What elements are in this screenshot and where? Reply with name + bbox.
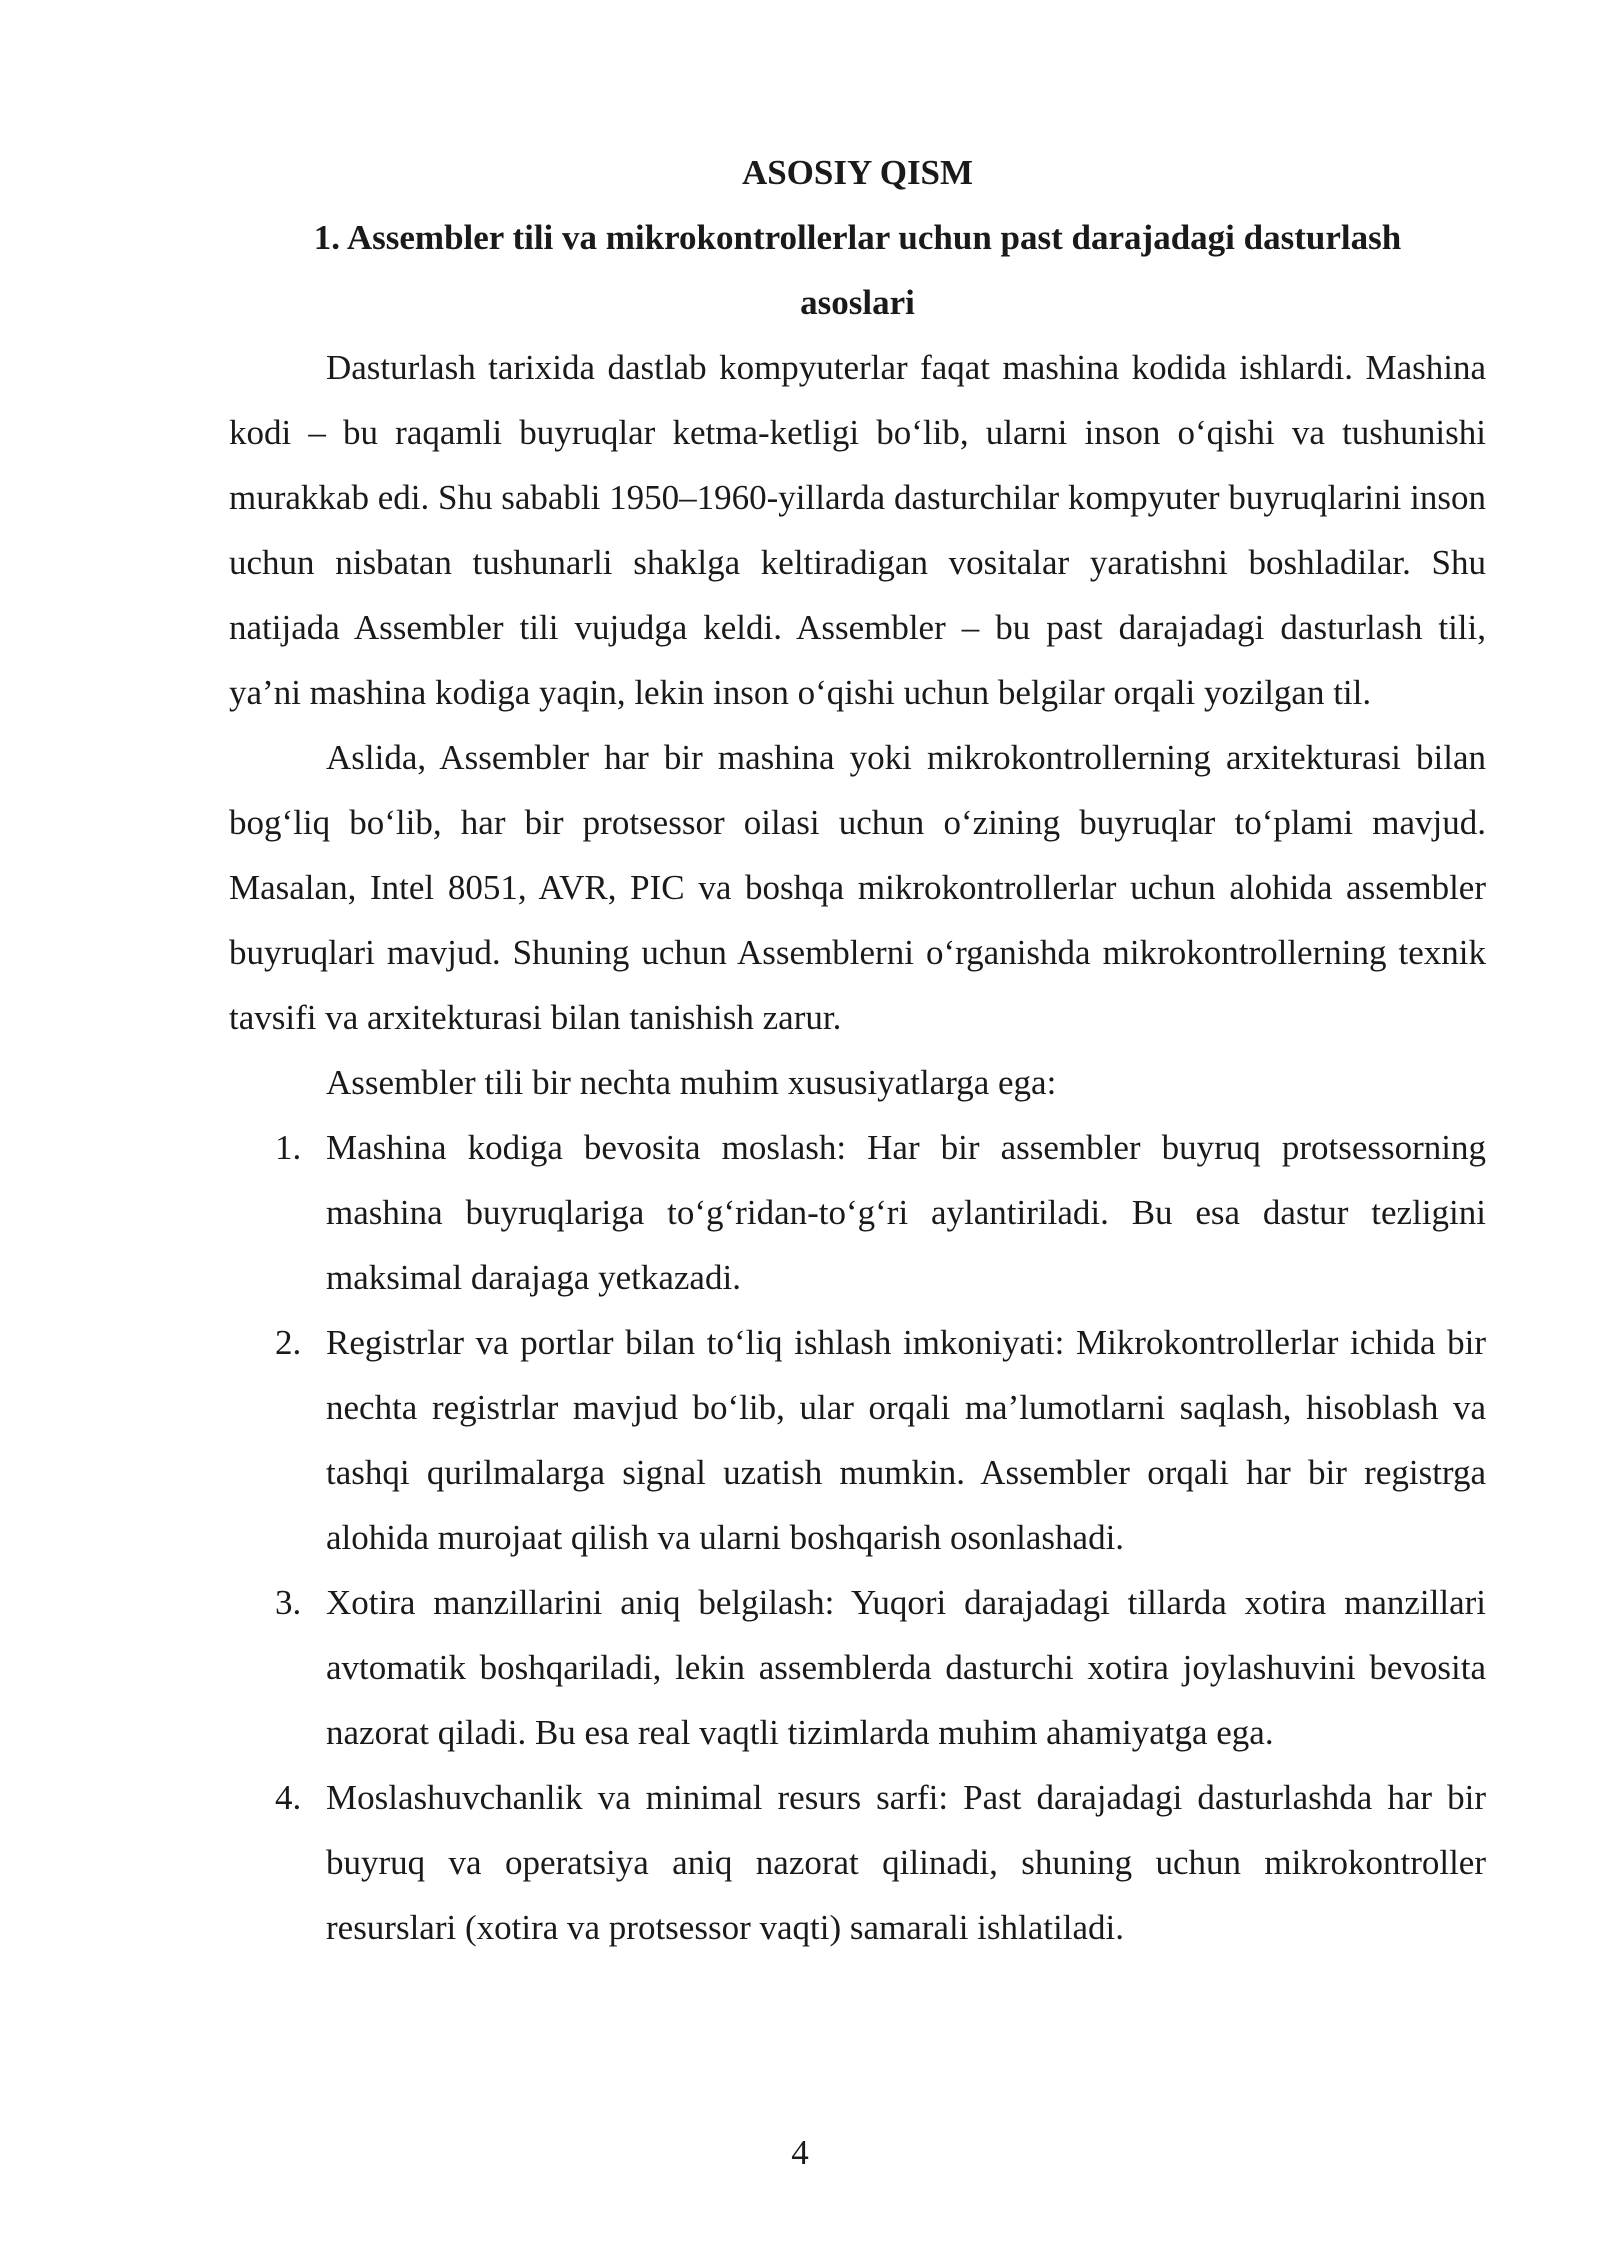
list-item-number: 1. (275, 1128, 302, 1167)
features-list (229, 1115, 1486, 1960)
list-item (229, 1765, 1486, 1960)
list-item-text: Xotira manzillarini aniq belgilash: Yuqori darajadagi tillarda xotira manzillari avtomatik boshqariladi, lekin assemblerda dasturchi xotira joylashuvini bevosita nazorat qiladi. Bu esa real vaqtli tizimlarda muhim ahamiyatga ega. (326, 1583, 1486, 1752)
list-item-number: 4. (275, 1778, 302, 1817)
list-item (229, 1310, 1486, 1570)
paragraph-features-intro: Assembler tili bir nechta muhim xususiyatlarga ega: (326, 1063, 1057, 1102)
list-item-text: Registrlar va portlar bilan to‘liq ishlash imkoniyati: Mikrokontrollerlar ichida bir nechta registrlar mavjud bo‘lib, ular orqali ma’lumotlarni saqlash, hisoblash va tashqi qurilmalarga signal uzatish mumkin. Assembler orqali har bir registrga alohida murojaat qilish va ularni boshqarish osonlashadi. (326, 1323, 1486, 1557)
section-title: ASOSIY QISM (741, 153, 974, 192)
list-item-number: 2. (275, 1323, 302, 1362)
list-item (229, 1115, 1486, 1310)
list-item (229, 1570, 1486, 1765)
page-number: 4 (791, 2133, 809, 2172)
list-item-number: 3. (275, 1583, 302, 1622)
list-item-text: Moslashuvchanlik va minimal resurs sarfi: Past darajadagi dasturlashda har bir buyruq va operatsiya aniq nazorat qilinadi, shuning uchun mikrokontroller resurslari (xotira va protsessor vaqti) samarali ishlatiladi. (326, 1778, 1486, 1947)
list-item-text: Mashina kodiga bevosita moslash: Har bir assembler buyruq protsessorning mashina buyruqlariga to‘g‘ridan-to‘g‘ri aylantiriladi. Bu esa dastur tezligini maksimal darajaga yetkazadi. (326, 1128, 1486, 1297)
chapter-title: 1. Assembler tili va mikrokontrollerlar uchun past darajadagi dasturlash asoslari (313, 218, 1402, 322)
paragraph-architecture: Aslida, Assembler har bir mashina yoki mikrokontrollerning arxitekturasi bilan bog‘liq bo‘lib, har bir protsessor oilasi uchun o‘zining buyruqlar to‘plami mavjud. Masalan, Intel 8051, AVR, PIC va boshqa mikrokontrollerlar uchun alohida assembler buyruqlari mavjud. Shuning uchun Assemblerni o‘rganishda mikrokontrollerning texnik tavsifi va arxitekturasi bilan tanishish zarur. (229, 738, 1486, 1037)
paragraph-history: Dasturlash tarixida dastlab kompyuterlar faqat mashina kodida ishlardi. Mashina kodi – bu raqamli buyruqlar ketma-ketligi bo‘lib, ularni inson o‘qishi va tushunishi murakkab edi. Shu sababli 1950–1960-yillarda dasturchilar kompyuter buyruqlarini inson uchun nisbatan tushunarli shaklga keltiradigan vositalar yaratishni boshladilar. Shu natijada Assembler tili vujudga keldi. Assembler – bu past darajadagi dasturlash tili, ya’ni mashina kodiga yaqin, lekin inson o‘qishi uchun belgilar orqali yozilgan til. (229, 348, 1486, 712)
document-page (229, 140, 1486, 1960)
